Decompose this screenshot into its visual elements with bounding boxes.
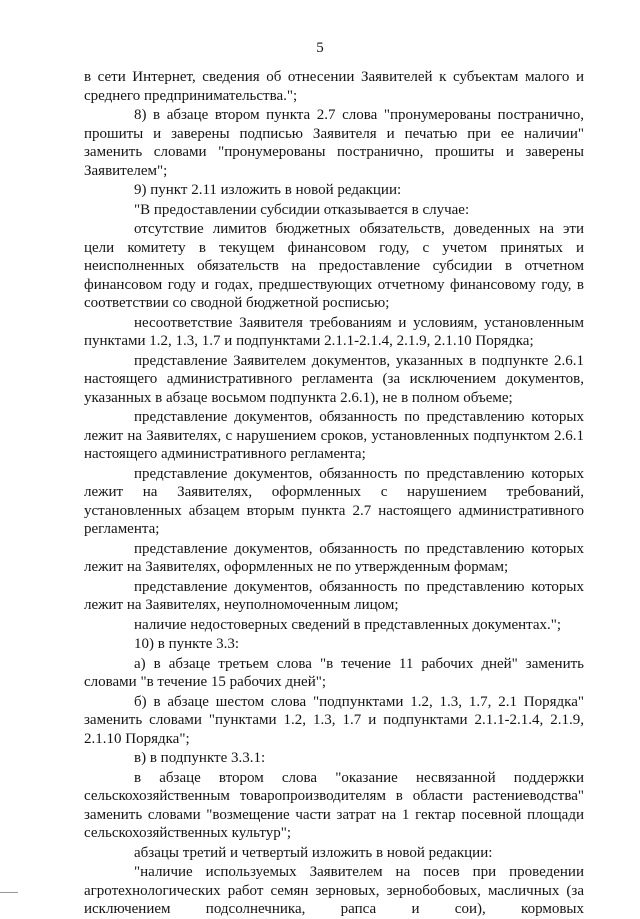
paragraph: в сети Интернет, сведения об отнесении Заявителей к субъектам малого и среднего предпринимательства."; bbox=[84, 69, 584, 104]
paragraph: в абзаце втором слова "оказание несвязанной поддержки сельскохозяйственным товаропроизводителям в области растениеводства" заменить словами "возмещение части затрат на 1 гектар посевной площади сельскохозяйственных культур"; bbox=[84, 769, 584, 841]
paragraph: представление документов, обязанность по представлению которых лежит на Заявителях, оформленных с нарушением требований, установленных абзацем вторым пункта 2.7 настоящего административного регламента; bbox=[84, 465, 584, 537]
paragraph: а) в абзаце третьем слова "в течение 11 рабочих дней" заменить словами "в течение 15 рабочих дней"; bbox=[84, 655, 584, 690]
paragraph: представление документов, обязанность по представлению которых лежит на Заявителях, оформленных не по утвержденным формам; bbox=[84, 540, 584, 575]
paragraph: "наличие используемых Заявителем на посев при проведении агротехнологических работ семян зерновых, зернобобовых, масличных (за исключением подсолнечника, рапса и сои), кормовых bbox=[84, 864, 584, 917]
paragraph: 8) в абзаце втором пункта 2.7 слова "пронумерованы постранично, прошиты и заверены подписью Заявителя и печатью при ее наличии" заменить словами "пронумерованы постранично, прошиты и заверены Заявителем"; bbox=[84, 107, 584, 179]
paragraph: наличие недостоверных сведений в представленных документах."; bbox=[134, 616, 562, 633]
scan-edge-mark bbox=[0, 892, 18, 893]
paragraph: несоответствие Заявителя требованиям и условиям, установленным пунктами 1.2, 1.3, 1.7 и подпунктами 2.1.1-2.1.4, 2.1.9, 2.1.10 Порядка; bbox=[84, 314, 584, 349]
paragraph: представление документов, обязанность по представлению которых лежит на Заявителях, с нарушением сроков, установленных подпунктом 2.6.1 настоящего административного регламента; bbox=[84, 409, 584, 462]
paragraph: 9) пункт 2.11 изложить в новой редакции: bbox=[134, 182, 402, 198]
paragraph: "В предоставлении субсидии отказывается в случае: bbox=[134, 201, 470, 218]
page-number: 5 bbox=[316, 40, 324, 56]
paragraph: в) в подпункте 3.3.1: bbox=[134, 750, 266, 766]
document-body bbox=[84, 68, 584, 919]
paragraph: 10) в пункте 3.3: bbox=[134, 636, 240, 652]
paragraph: представление Заявителем документов, указанных в подпункте 2.6.1 настоящего административного регламента (за исключением документов, указанных в абзаце восьмом подпункта 2.6.1), не в полном объеме; bbox=[84, 352, 584, 406]
paragraph: абзацы третий и четвертый изложить в новой редакции: bbox=[134, 844, 493, 861]
paragraph: отсутствие лимитов бюджетных обязательств, доведенных на эти цели комитету в текущем финансовом году, с учетом принятых и неисполненных обязательств на предоставление субсидии в отчетном финансовом году и годах, предшествующих отчетному финансовому году, в соответствии со сводной бюджетной росписью; bbox=[84, 221, 584, 311]
paragraph: представление документов, обязанность по представлению которых лежит на Заявителях, неуполномоченным лицом; bbox=[84, 578, 584, 613]
paragraph: б) в абзаце шестом слова "подпунктами 1.2, 1.3, 1.7, 2.1 Порядка" заменить словами "пунктами 1.2, 1.3, 1.7 и подпунктами 2.1.1-2.1.4, 2.1.9, 2.1.10 Порядка"; bbox=[84, 693, 584, 747]
